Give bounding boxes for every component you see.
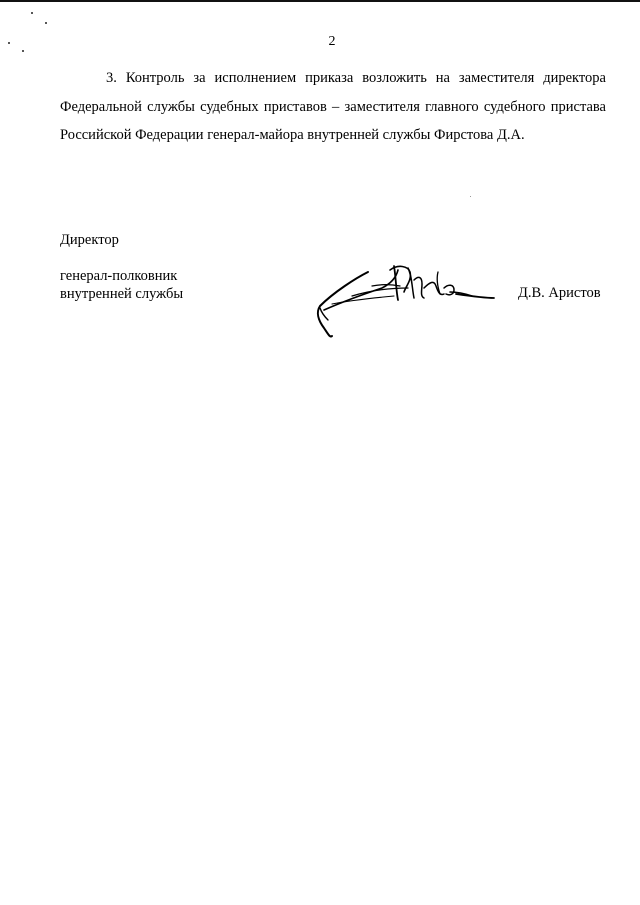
page-number: 2 xyxy=(328,34,336,49)
scan-speck xyxy=(22,50,24,52)
signatory-position: Директор xyxy=(60,232,119,248)
signatory-name: Д.В. Аристов xyxy=(518,285,601,301)
scan-speck xyxy=(45,22,47,24)
body-paragraph: 3. Контроль за исполнением приказа возложить на заместителя директора Федеральной службы судебных приставов – заместителя главного судебного пристава Российской Федерации генерал-майора внутренней службы Фирстова Д.А. xyxy=(60,70,606,143)
signatory-rank-line-1: генерал-полковник xyxy=(60,268,178,284)
scan-speck xyxy=(31,12,33,14)
scan-top-edge xyxy=(0,0,640,2)
signatory-rank xyxy=(60,267,183,303)
signatory-rank-line-2: внутренней службы xyxy=(60,286,184,302)
handwritten-signature xyxy=(312,258,502,342)
scan-speck xyxy=(470,196,471,197)
